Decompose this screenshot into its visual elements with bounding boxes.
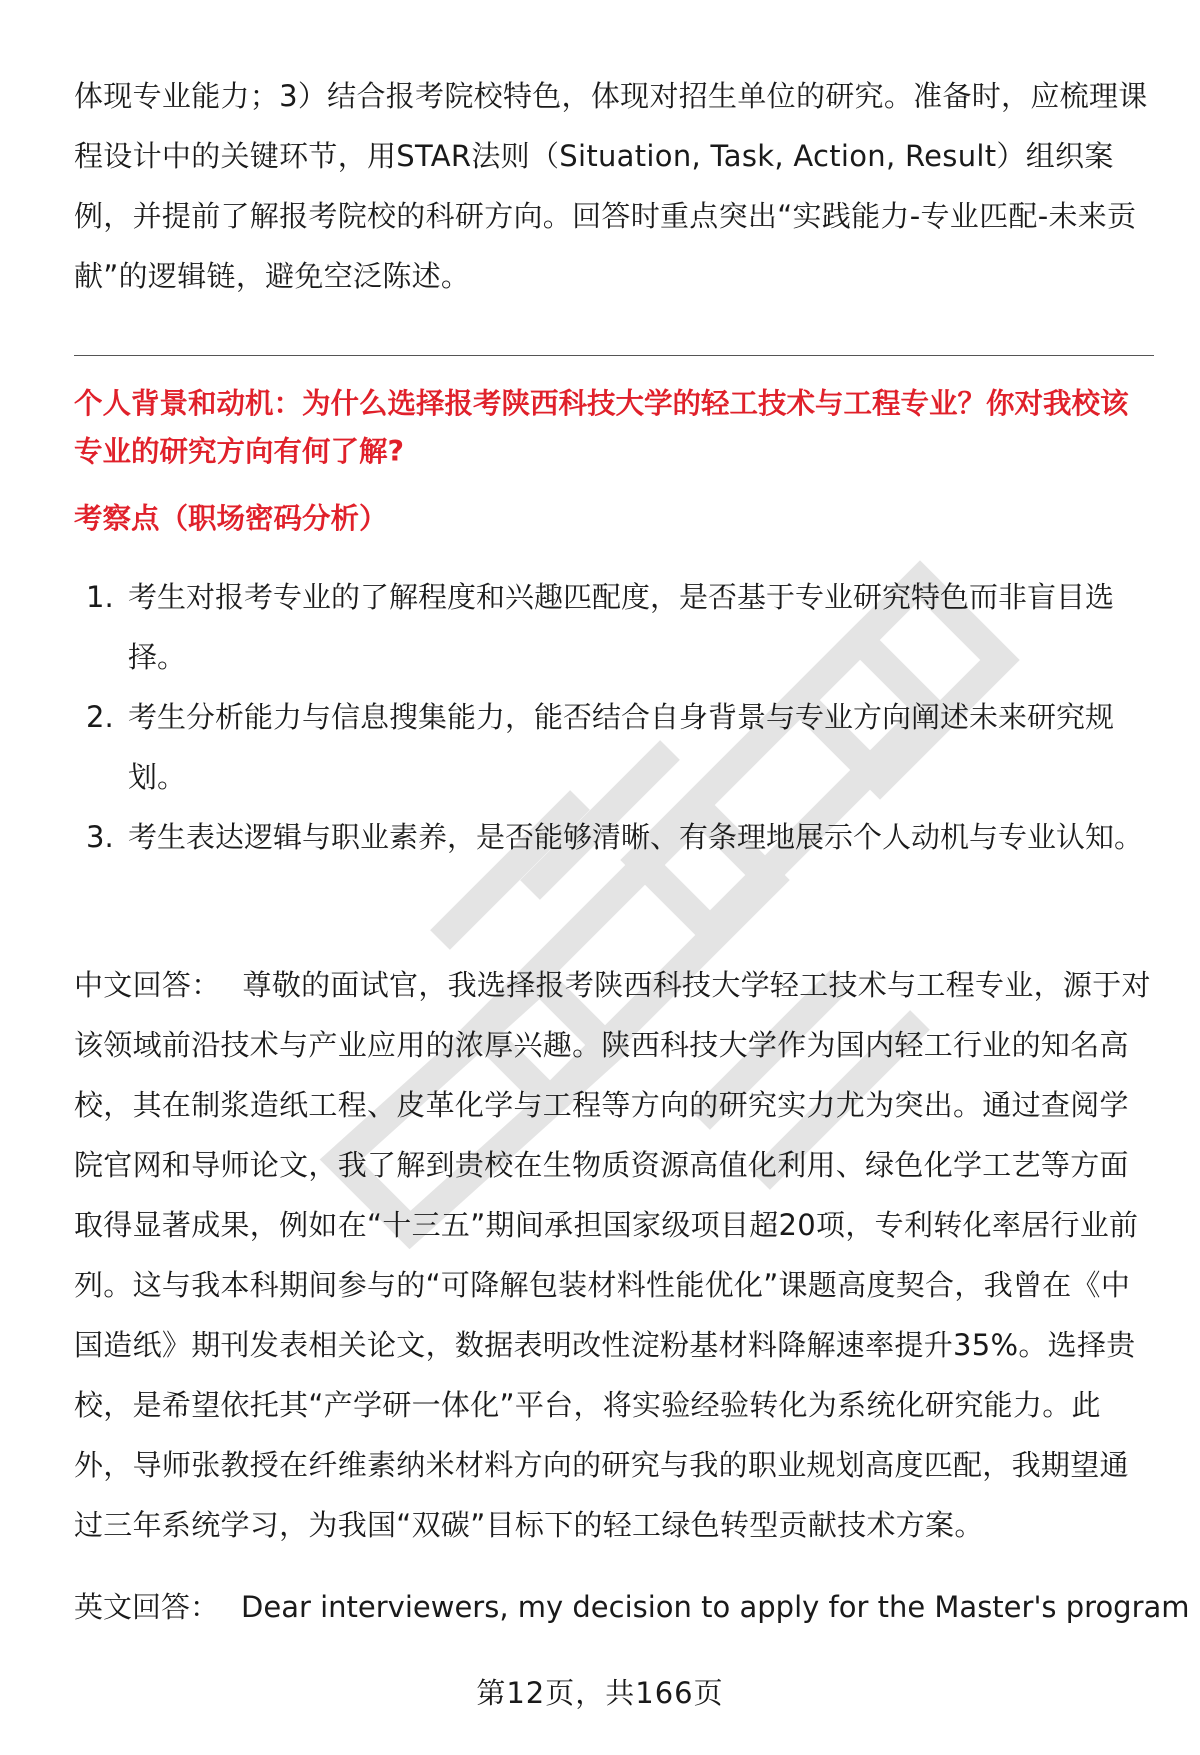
english-answer-label: 英文回答：	[74, 1590, 220, 1624]
question-heading: 个人背景和动机：为什么选择报考陕西科技大学的轻工技术与工程专业？你对我校该专业的研究方向有何了解?	[74, 387, 1129, 468]
list-item-number: 1.	[86, 580, 114, 614]
list-item	[74, 567, 1154, 687]
list-item-text: 考生表达逻辑与职业素养，是否能够清晰、有条理地展示个人动机与专业认知。	[128, 820, 1144, 854]
intro-paragraph: 体现专业能力；3）结合报考院校特色，体现对招生单位的研究。准备时，应梳理课程设计中的关键环节，用STAR法则（Situation, Task, Action, Result）组织案例，并提前了解报考院校的科研方向。回答时重点突出“实践能力-专业匹配-未来贡献”的逻辑链，避免空泛陈述。	[74, 79, 1148, 293]
list-item	[74, 687, 1154, 807]
english-answer-text: Dear interviewers, my decision to apply for the Master's program	[241, 1590, 1190, 1624]
list-item	[74, 807, 1154, 867]
chinese-answer-text: 尊敬的面试官，我选择报考陕西科技大学轻工技术与工程专业，源于对该领域前沿技术与产业应用的浓厚兴趣。陕西科技大学作为国内轻工行业的知名高校，其在制浆造纸工程、皮革化学与工程等方向的研究实力尤为突出。通过查阅学院官网和导师论文，我了解到贵校在生物质资源高值化利用、绿色化学工艺等方面取得显著成果，例如在“十三五”期间承担国家级项目超20项，专利转化率居行业前列。这与我本科期间参与的“可降解包装材料性能优化”课题高度契合，我曾在《中国造纸》期刊发表相关论文，数据表明改性淀粉基材料降解速率提升35%。选择贵校，是希望依托其“产学研一体化”平台，将实验经验转化为系统化研究能力。此外，导师张教授在纤维素纳米材料方向的研究与我的职业规划高度匹配，我期望通过三年系统学习，为我国“双碳”目标下的轻工绿色转型贡献技术方案。	[74, 968, 1151, 1542]
list-item-number: 3.	[86, 820, 114, 854]
assessment-points-title: 考察点（职场密码分析）	[74, 502, 388, 535]
list-item-text: 考生分析能力与信息搜集能力，能否结合自身背景与专业方向阐述未来研究规划。	[128, 700, 1115, 794]
chinese-answer	[74, 955, 1154, 1555]
section-divider	[74, 355, 1154, 356]
assessment-points-list	[74, 567, 1154, 867]
list-item-number: 2.	[86, 700, 114, 734]
page-footer: 第12页，共166页	[476, 1676, 724, 1710]
chinese-answer-label: 中文回答：	[74, 968, 221, 1002]
list-item-text: 考生对报考专业的了解程度和兴趣匹配度，是否基于专业研究特色而非盲目选择。	[128, 580, 1115, 674]
english-answer	[74, 1577, 1190, 1637]
